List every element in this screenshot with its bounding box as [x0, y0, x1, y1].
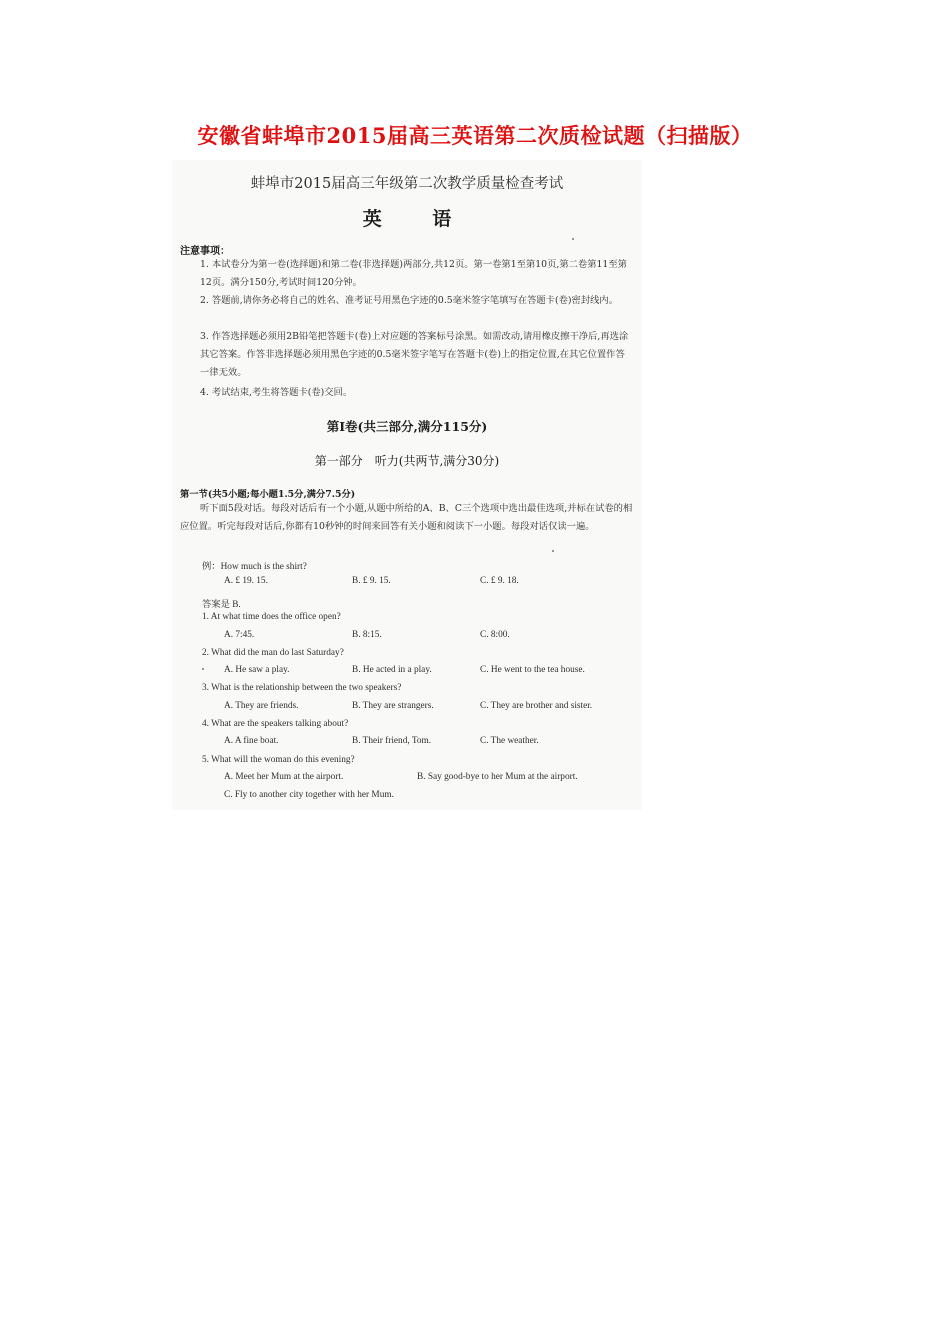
option: A. 7:45.: [224, 630, 255, 640]
example-option: B. £ 9. 15.: [352, 576, 391, 586]
example-answer: 答案是 B.: [202, 600, 241, 610]
scan-speck: [202, 668, 204, 670]
note-item: 4. 考试结束,考生将答题卡(卷)交回。: [200, 387, 353, 398]
option: B. Their friend, Tom.: [352, 736, 432, 746]
document-title: 安徽省蚌埠市2015届高三英语第二次质检试题（扫描版）: [197, 123, 753, 148]
section1-title: 第一节(共5小题;每小题1.5分,满分7.5分): [180, 489, 356, 500]
example-option: C. £ 9. 18.: [480, 576, 519, 586]
option: B. He acted in a play.: [352, 665, 432, 675]
example-question: 例：How much is the shirt?: [202, 562, 307, 572]
option: B. They are strangers.: [352, 701, 434, 711]
subject-title: 英 语: [362, 208, 474, 230]
question-1: 1. At what time does the office open?: [202, 612, 341, 622]
note-item: 2. 答题前,请你务必将自己的姓名、准考证号用黑色字迹的0.5毫米签字笔填写在答题卡(卷)密封线内。: [200, 295, 618, 306]
scan-speck: [572, 238, 574, 240]
notes-title: 注意事项：: [180, 246, 230, 257]
option: A. He saw a play.: [224, 665, 290, 675]
part-title: 第Ⅰ卷(共三部分,满分115分): [326, 419, 488, 434]
option: A. A fine boat.: [224, 736, 279, 746]
option: C. 8:00.: [480, 630, 510, 640]
example-option: A. £ 19. 15.: [224, 576, 268, 586]
scan-speck: [552, 550, 554, 552]
part1-title: 第一部分 听力(共两节,满分30分): [314, 454, 500, 468]
note-item: 1. 本试卷分为第一卷(选择题)和第二卷(非选择题)两部分,共12页。第一卷第1至第10页,第二卷第11至第12页。满分150分,考试时间120分钟。: [200, 259, 627, 288]
option: C. He went to the tea house.: [480, 665, 585, 675]
question-4: 4. What are the speakers talking about?: [202, 719, 349, 729]
exam-title: 蚌埠市2015届高三年级第二次教学质量检查考试: [250, 176, 564, 192]
question-2: 2. What did the man do last Saturday?: [202, 648, 344, 658]
section1-instructions: 听下面5段对话。每段对话后有一个小题,从题中所给的A、B、C三个选项中选出最佳选项,并标在试卷的相应位置。听完每段对话后,你都有10秒钟的时间来回答有关小题和阅读下一小题。每段对话仅读一遍。: [180, 503, 633, 532]
question-5: 5. What will the woman do this evening?: [202, 755, 355, 765]
option: A. They are friends.: [224, 701, 299, 711]
question-3: 3. What is the relationship between the two speakers?: [202, 683, 402, 693]
option: C. The weather.: [480, 736, 539, 746]
option: B. Say good-bye to her Mum at the airport.: [417, 772, 578, 782]
note-item: 3. 作答选择题必须用2B铅笔把答题卡(卷)上对应题的答案标号涂黑。如需改动,请用橡皮擦干净后,再选涂其它答案。作答非选择题必须用黑色字迹的0.5毫米签字笔写在答题卡(卷)上的指定位置,在其它位置作答一律无效。: [200, 331, 629, 378]
option: C. Fly to another city together with her Mum.: [224, 790, 394, 800]
scanned-exam-page: [172, 160, 642, 810]
option: B. 8:15.: [352, 630, 382, 640]
option: C. They are brother and sister.: [480, 701, 593, 711]
option: A. Meet her Mum at the airport.: [224, 772, 344, 782]
